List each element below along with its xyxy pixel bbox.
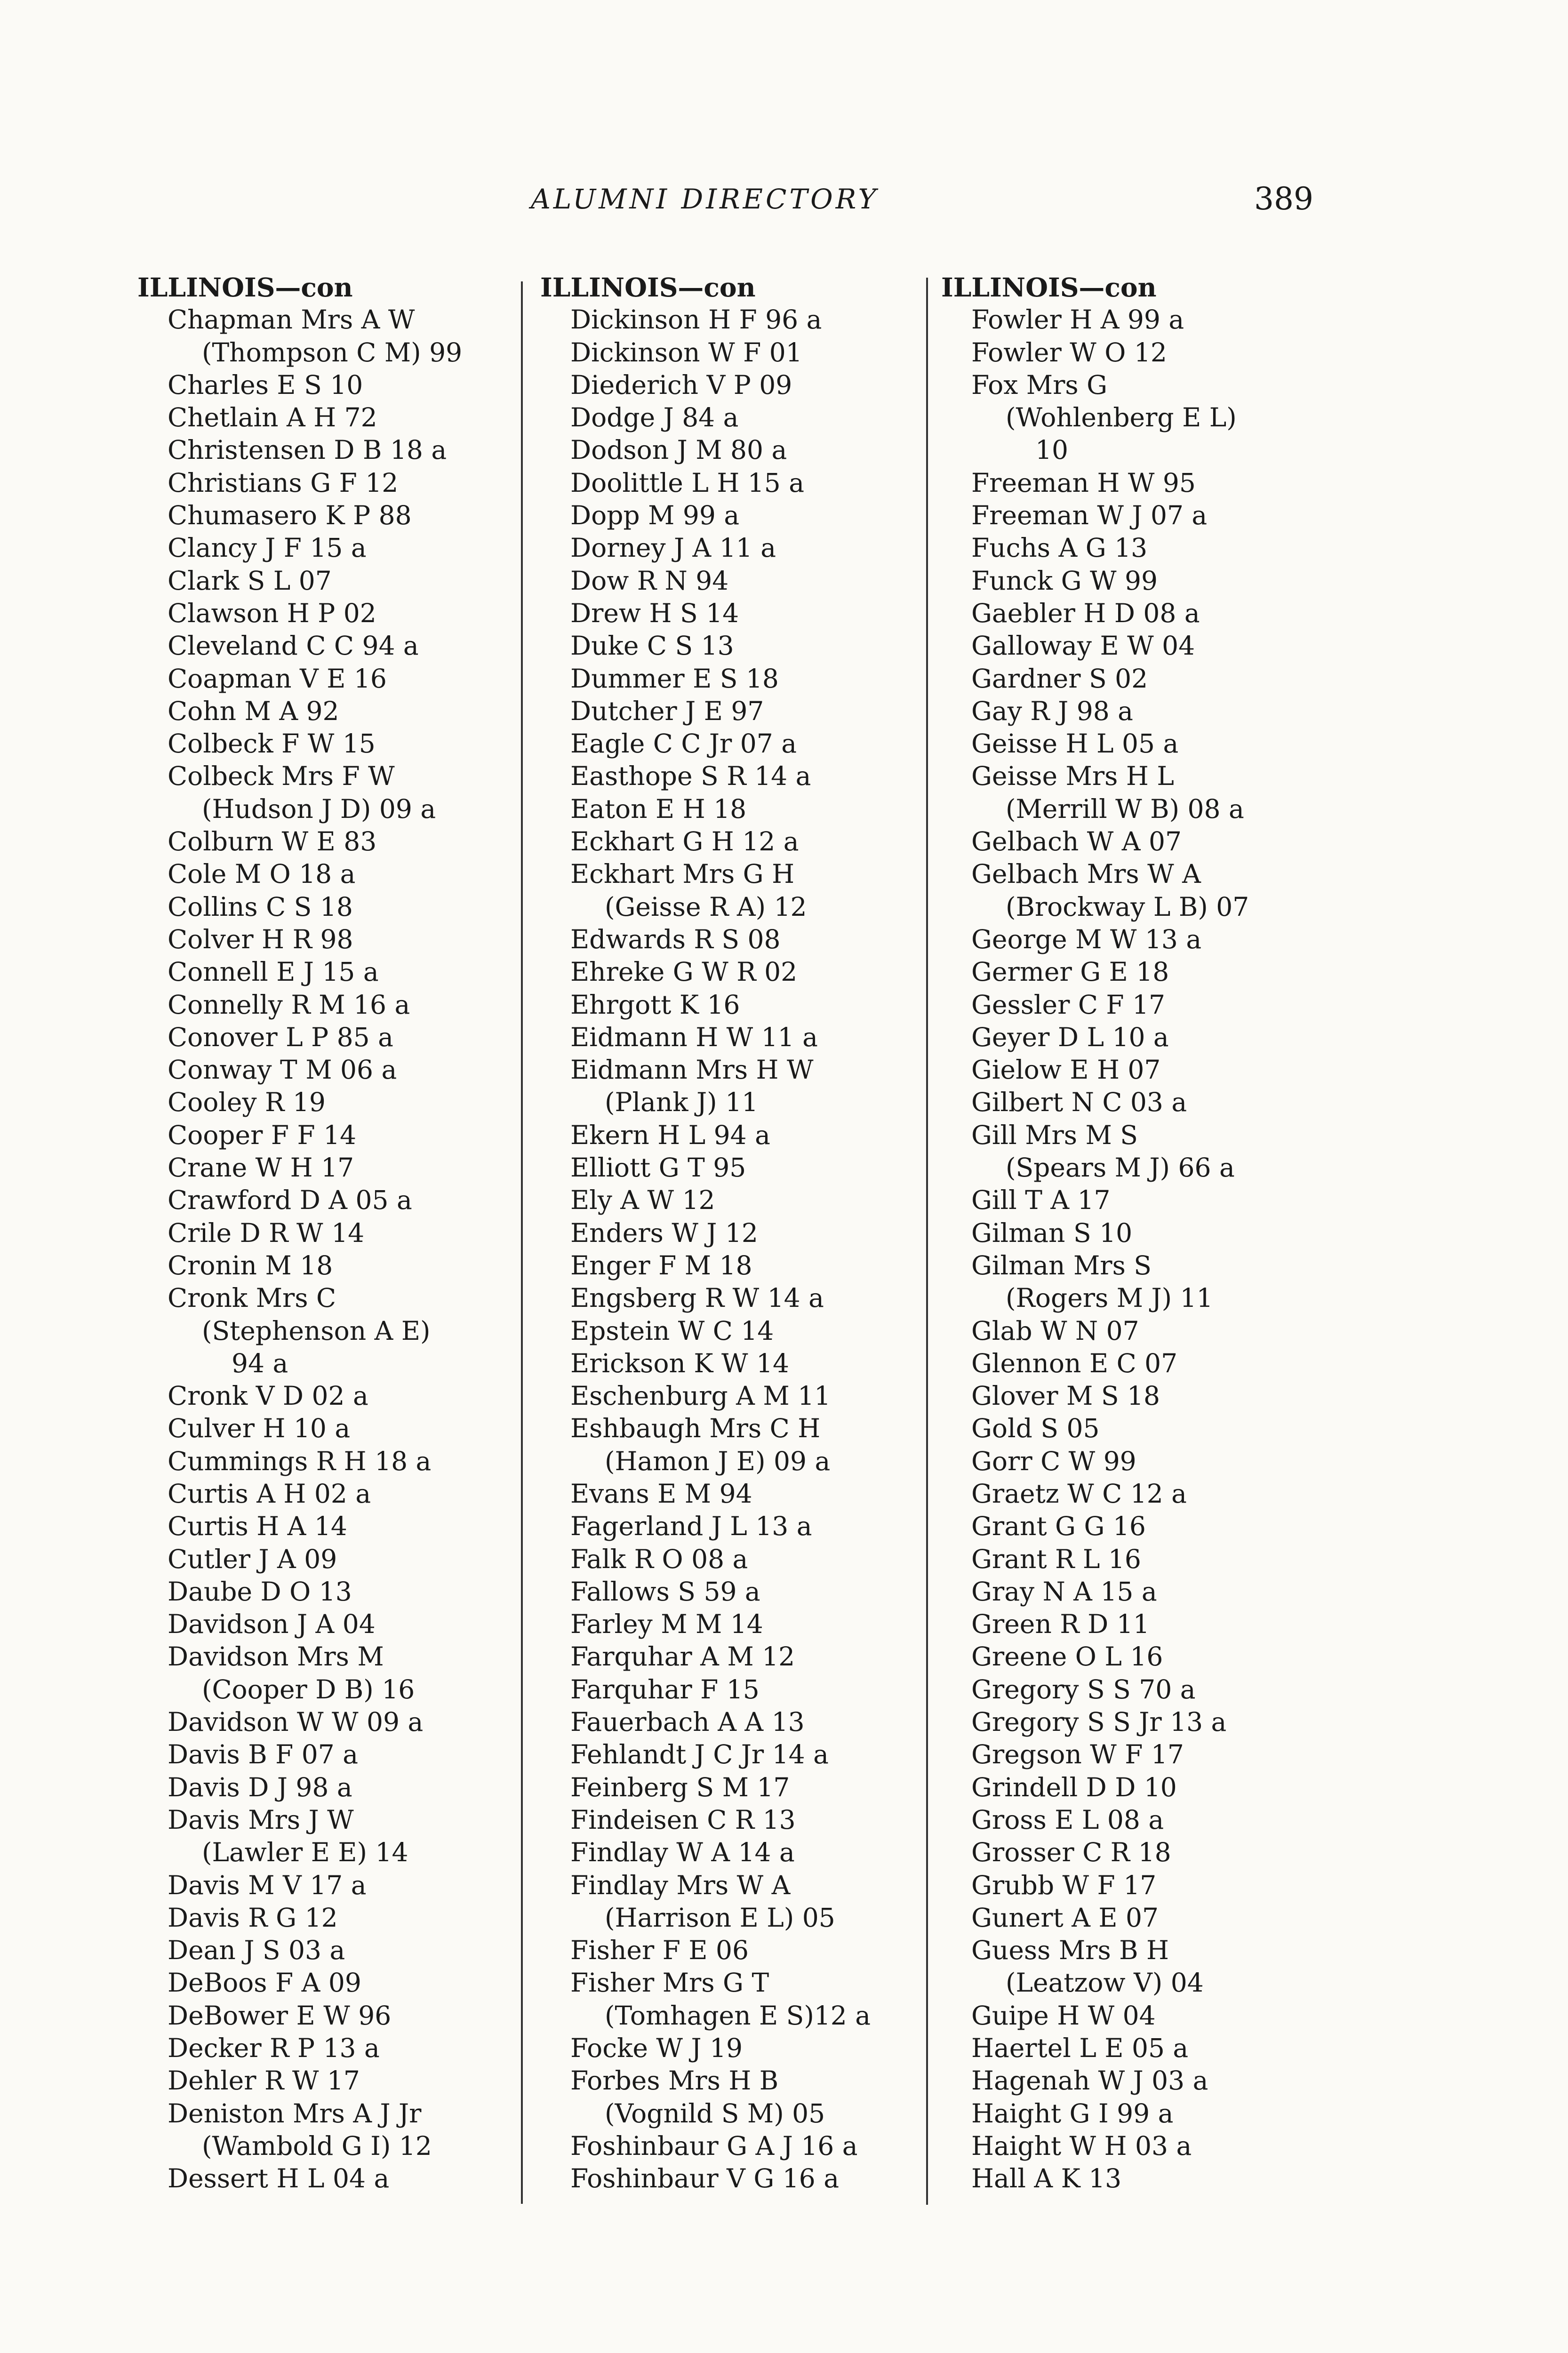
directory-entry-continuation: (Cooper D B) 16 (202, 1674, 415, 1705)
directory-entry: Dodge J 84 a (570, 402, 739, 433)
directory-entry: Grindell D D 10 (971, 1772, 1177, 1802)
directory-entry: Freeman W J 07 a (971, 500, 1208, 531)
directory-entry: Cutler J A 09 (168, 1544, 337, 1574)
directory-entry-continuation: 10 (1035, 435, 1068, 465)
directory-entry: Christensen D B 18 a (168, 435, 447, 465)
directory-entry: Eshbaugh Mrs C H (570, 1413, 821, 1444)
directory-entry: Colbeck F W 15 (168, 728, 376, 759)
directory-entry: Eidmann H W 11 a (570, 1022, 818, 1052)
directory-entry: Connell E J 15 a (168, 957, 379, 987)
directory-entry: Gielow E H 07 (971, 1055, 1161, 1085)
directory-entry: Eaton E H 18 (570, 793, 747, 824)
directory-entry: Davidson W W 09 a (168, 1707, 424, 1737)
directory-entry: Fox Mrs G (971, 369, 1108, 400)
directory-entry: Eagle C C Jr 07 a (570, 728, 797, 759)
directory-entry: Falk R O 08 a (570, 1544, 748, 1574)
directory-entry: Ehreke G W R 02 (570, 957, 798, 987)
directory-entry-continuation: (Hamon J E) 09 a (605, 1446, 831, 1476)
directory-entry: Evans E M 94 (570, 1478, 752, 1509)
directory-entry: Geyer D L 10 a (971, 1022, 1169, 1052)
directory-entry: Gelbach Mrs W A (971, 859, 1201, 889)
directory-entry: Gregory S S Jr 13 a (971, 1707, 1227, 1737)
directory-entry: Diederich V P 09 (570, 369, 792, 400)
directory-entry: Graetz W C 12 a (971, 1478, 1187, 1509)
directory-entry: Dehler R W 17 (168, 2065, 360, 2096)
directory-entry: Cooper F F 14 (168, 1120, 357, 1150)
directory-entry: Connelly R M 16 a (168, 989, 410, 1020)
directory-entry-continuation: (Vognild S M) 05 (605, 2098, 825, 2129)
directory-entry: Clancy J F 15 a (168, 533, 367, 563)
directory-entry: Enders W J 12 (570, 1217, 758, 1248)
directory-entry: Crile D R W 14 (168, 1217, 365, 1248)
directory-entry: Fauerbach A A 13 (570, 1707, 805, 1737)
directory-entry: Collins C S 18 (168, 891, 353, 922)
directory-entry: Edwards R S 08 (570, 924, 781, 954)
directory-entry: Crawford D A 05 a (168, 1185, 412, 1216)
directory-entry: Geisse Mrs H L (971, 761, 1174, 792)
directory-entry: Chetlain A H 72 (168, 402, 377, 433)
directory-entry: Dorney J A 11 a (570, 533, 776, 563)
directory-entry: Haertel L E 05 a (971, 2033, 1189, 2064)
directory-entry: Dean J S 03 a (168, 1935, 345, 1966)
directory-entry: Epstein W C 14 (570, 1315, 774, 1346)
directory-entry: Cronk V D 02 a (168, 1381, 368, 1411)
directory-entry: Freeman H W 95 (971, 467, 1196, 498)
directory-entry: Davis M V 17 a (168, 1870, 367, 1900)
column-divider (521, 281, 523, 2204)
directory-entry: Funck G W 99 (971, 565, 1158, 596)
directory-entry: Foshinbaur V G 16 a (570, 2163, 840, 2194)
directory-entry: Erickson K W 14 (570, 1348, 789, 1378)
directory-entry: Davis R G 12 (168, 1902, 338, 1933)
directory-entry: Fowler W O 12 (971, 337, 1167, 368)
directory-entry: Gilbert N C 03 a (971, 1087, 1187, 1118)
directory-entry: Gold S 05 (971, 1413, 1100, 1444)
directory-entry: Galloway E W 04 (971, 631, 1195, 661)
directory-entry-continuation: (Tomhagen E S)12 a (605, 2000, 871, 2031)
directory-entry: Gregson W F 17 (971, 1739, 1184, 1770)
directory-entry: Ekern H L 94 a (570, 1120, 770, 1150)
directory-entry: Geisse H L 05 a (971, 728, 1179, 759)
directory-entry: Christians G F 12 (168, 467, 399, 498)
directory-entry: Easthope S R 14 a (570, 761, 811, 792)
directory-entry: Ehrgott K 16 (570, 989, 740, 1020)
directory-entry: Culver H 10 a (168, 1413, 351, 1444)
directory-entry: Davis D J 98 a (168, 1772, 352, 1802)
directory-entry: Eschenburg A M 11 (570, 1381, 831, 1411)
directory-entry: Enger F M 18 (570, 1250, 752, 1281)
directory-entry: Gregory S S 70 a (971, 1674, 1196, 1705)
directory-entry: Glennon E C 07 (971, 1348, 1178, 1378)
directory-entry: Gilman S 10 (971, 1217, 1133, 1248)
directory-entry: Eckhart G H 12 a (570, 826, 799, 857)
directory-entry: Farquhar F 15 (570, 1674, 760, 1705)
directory-entry: Guipe H W 04 (971, 2000, 1156, 2031)
directory-entry: Charles E S 10 (168, 369, 363, 400)
directory-entry: Davis B F 07 a (168, 1739, 359, 1770)
directory-entry: Daube D O 13 (168, 1576, 352, 1607)
directory-entry: Cohn M A 92 (168, 696, 339, 726)
directory-entry: Focke W J 19 (570, 2033, 743, 2064)
directory-entry: Fallows S 59 a (570, 1576, 760, 1607)
directory-entry: Gaebler H D 08 a (971, 598, 1200, 628)
directory-entry: Haight W H 03 a (971, 2130, 1192, 2161)
directory-entry: Doolittle L H 15 a (570, 467, 805, 498)
directory-entry: Fisher Mrs G T (570, 1968, 769, 1998)
directory-entry: Davidson J A 04 (168, 1609, 376, 1640)
directory-entry: Green R D 11 (971, 1609, 1150, 1640)
directory-entry: Cleveland C C 94 a (168, 631, 419, 661)
directory-entry: Decker R P 13 a (168, 2033, 380, 2064)
directory-entry: Cole M O 18 a (168, 859, 356, 889)
page-title: ALUMNI DIRECTORY (531, 183, 879, 215)
directory-entry: Dessert H L 04 a (168, 2163, 390, 2194)
column-divider (926, 278, 928, 2205)
directory-entry: Gill T A 17 (971, 1185, 1111, 1216)
directory-entry: Dickinson W F 01 (570, 337, 802, 368)
directory-entry: Hall A K 13 (971, 2163, 1122, 2194)
directory-entry: Clark S L 07 (168, 565, 332, 596)
directory-entry-continuation: (Spears M J) 66 a (1006, 1152, 1235, 1183)
directory-entry: Cronin M 18 (168, 1250, 333, 1281)
directory-entry: Grosser C R 18 (971, 1837, 1171, 1868)
directory-entry-continuation: (Wohlenberg E L) (1006, 402, 1237, 433)
directory-entry: Dummer E S 18 (570, 663, 779, 694)
directory-entry-continuation: (Leatzow V) 04 (1006, 1968, 1204, 1998)
directory-entry-continuation: (Merrill W B) 08 a (1006, 793, 1244, 824)
directory-entry: Glover M S 18 (971, 1381, 1160, 1411)
directory-entry: Farley M M 14 (570, 1609, 763, 1640)
directory-entry: Haight G I 99 a (971, 2098, 1174, 2129)
directory-entry-continuation: (Rogers M J) 11 (1006, 1283, 1213, 1313)
column-heading: ILLINOIS—con (941, 272, 1157, 303)
directory-entry: Colbeck Mrs F W (168, 761, 395, 792)
directory-entry: Foshinbaur G A J 16 a (570, 2130, 858, 2161)
directory-entry: Grubb W F 17 (971, 1870, 1157, 1900)
directory-entry-continuation: (Stephenson A E) (202, 1315, 431, 1346)
directory-entry: Grant G G 16 (971, 1511, 1146, 1542)
directory-entry: Gorr C W 99 (971, 1446, 1136, 1476)
directory-entry-continuation: (Wambold G I) 12 (202, 2130, 432, 2161)
directory-entry: Dodson J M 80 a (570, 435, 787, 465)
directory-entry: George M W 13 a (971, 924, 1202, 954)
directory-entry: Cummings R H 18 a (168, 1446, 432, 1476)
directory-column-2 (540, 271, 926, 2195)
directory-entry: Findeisen C R 13 (570, 1804, 796, 1835)
directory-entry: Cooley R 19 (168, 1087, 326, 1118)
directory-entry: Curtis A H 02 a (168, 1478, 371, 1509)
directory-entry: Dow R N 94 (570, 565, 729, 596)
directory-entry: Conway T M 06 a (168, 1055, 397, 1085)
directory-column-1 (137, 271, 523, 2195)
directory-entry: Gross E L 08 a (971, 1804, 1164, 1835)
directory-entry: Curtis H A 14 (168, 1511, 347, 1542)
directory-entry: Germer G E 18 (971, 957, 1169, 987)
directory-entry: Ely A W 12 (570, 1185, 715, 1216)
directory-entry: Fowler H A 99 a (971, 304, 1184, 335)
directory-entry: Gunert A E 07 (971, 1902, 1159, 1933)
directory-entry: Gelbach W A 07 (971, 826, 1182, 857)
directory-entry-continuation: (Lawler E E) 14 (202, 1837, 408, 1868)
running-header (0, 180, 1568, 218)
directory-entry: Davis Mrs J W (168, 1804, 354, 1835)
directory-entry-continuation: (Hudson J D) 09 a (202, 793, 436, 824)
directory-entry: Fehlandt J C Jr 14 a (570, 1739, 829, 1770)
directory-entry-continuation: (Harrison E L) 05 (605, 1902, 835, 1933)
directory-entry: Conover L P 85 a (168, 1022, 393, 1052)
directory-entry: Fisher F E 06 (570, 1935, 749, 1966)
directory-entry: Elliott G T 95 (570, 1152, 746, 1183)
directory-entry: Hagenah W J 03 a (971, 2065, 1208, 2096)
directory-entry: Eckhart Mrs G H (570, 859, 795, 889)
directory-entry: Dopp M 99 a (570, 500, 740, 531)
directory-entry: Cronk Mrs C (168, 1283, 336, 1313)
directory-entry: Findlay W A 14 a (570, 1837, 795, 1868)
directory-entry: Chumasero K P 88 (168, 500, 412, 531)
directory-entry: Gray N A 15 a (971, 1576, 1157, 1607)
directory-entry: Colver H R 98 (168, 924, 353, 954)
directory-column-3 (941, 271, 1374, 2195)
directory-entry-continuation: (Thompson C M) 99 (202, 337, 463, 368)
directory-entry: Dutcher J E 97 (570, 696, 764, 726)
directory-entry: Forbes Mrs H B (570, 2065, 779, 2096)
directory-entry: Grant R L 16 (971, 1544, 1141, 1574)
directory-entry: Coapman V E 16 (168, 663, 387, 694)
directory-entry: Greene O L 16 (971, 1641, 1163, 1672)
directory-entry: Dickinson H F 96 a (570, 304, 822, 335)
directory-entry: Colburn W E 83 (168, 826, 377, 857)
directory-entry-continuation: 94 a (232, 1348, 288, 1378)
directory-entry: Engsberg R W 14 a (570, 1283, 824, 1313)
column-heading: ILLINOIS—con (137, 272, 353, 303)
directory-entry: Gardner S 02 (971, 663, 1148, 694)
directory-entry: Fuchs A G 13 (971, 533, 1148, 563)
directory-entry-continuation: (Brockway L B) 07 (1006, 891, 1249, 922)
directory-entry-continuation: (Plank J) 11 (605, 1087, 759, 1118)
directory-entry: Gill Mrs M S (971, 1120, 1138, 1150)
directory-entry: Glab W N 07 (971, 1315, 1139, 1346)
directory-entry: Feinberg S M 17 (570, 1772, 790, 1802)
directory-entry: Deniston Mrs A J Jr (168, 2098, 422, 2129)
directory-entry: Guess Mrs B H (971, 1935, 1169, 1966)
directory-entry: Gilman Mrs S (971, 1250, 1152, 1281)
column-heading: ILLINOIS—con (540, 272, 756, 303)
directory-entry: Chapman Mrs A W (168, 304, 415, 335)
directory-entry: Drew H S 14 (570, 598, 739, 628)
directory-entry: Findlay Mrs W A (570, 1870, 791, 1900)
directory-entry: Farquhar A M 12 (570, 1641, 795, 1672)
directory-entry: Fagerland J L 13 a (570, 1511, 812, 1542)
directory-entry: Duke C S 13 (570, 631, 734, 661)
directory-entry: DeBower E W 96 (168, 2000, 392, 2031)
directory-entry: Clawson H P 02 (168, 598, 376, 628)
directory-entry: Gay R J 98 a (971, 696, 1133, 726)
directory-entry-continuation: (Geisse R A) 12 (605, 891, 807, 922)
page-number: 389 (1254, 181, 1313, 217)
directory-entry: DeBoos F A 09 (168, 1968, 361, 1998)
directory-entry: Gessler C F 17 (971, 989, 1166, 1020)
directory-entry: Crane W H 17 (168, 1152, 354, 1183)
directory-entry: Eidmann Mrs H W (570, 1055, 814, 1085)
directory-entry: Davidson Mrs M (168, 1641, 384, 1672)
